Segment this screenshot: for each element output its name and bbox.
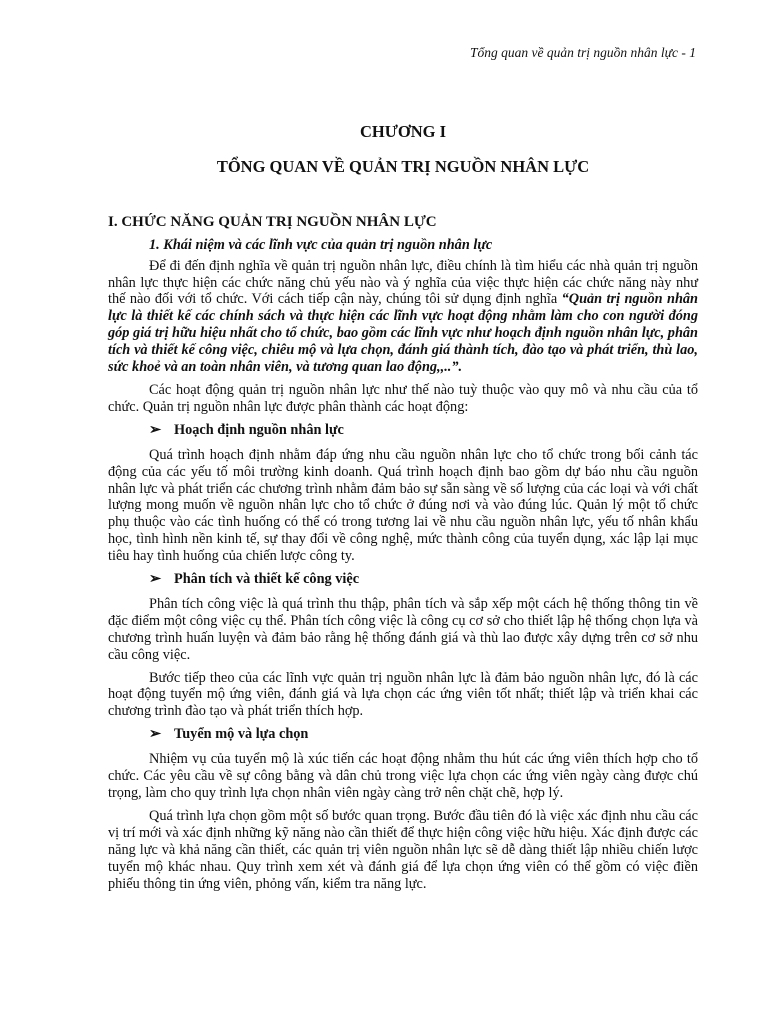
arrow-bullet-icon: ➢ [149,726,161,743]
activities-intro-paragraph: Các hoạt động quản trị nguồn nhân lực như thế nào tuỳ thuộc vào quy mô và nhu cầu của tổ chức. Quản trị nguồn nhân lực được phân thành các hoạt động: [108,381,698,415]
activity-heading [108,726,698,743]
activity-title: Tuyển mộ và lựa chọn [174,726,309,743]
activity-heading [108,422,698,439]
activity-paragraph: Bước tiếp theo của các lĩnh vực quản trị nguồn nhân lực là đảm bảo nguồn nhân lực, đó là các hoạt động tuyển mộ ứng viên, đánh giá và lựa chọn các ứng viên tốt nhất; thiết lập và triển khai các chương trình đào tạo và phát triển thích hợp. [108,669,698,720]
arrow-bullet-icon: ➢ [149,571,161,588]
activity-paragraph: Nhiệm vụ của tuyển mộ là xúc tiến các hoạt động nhằm thu hút các ứng viên thích hợp cho tổ chức. Các yêu cầu về sự công bằng và dân chủ trong việc lựa chọn các ứng viên ngày càng được chú trọng, làm cho quy trình lựa chọn nhân viên ngày càng trở nên chặt chẽ, hợp lý. [108,751,698,801]
subsection-heading: 1. Khái niệm và các lĩnh vực của quản trị nguồn nhân lực [149,236,493,253]
activity-title: Phân tích và thiết kế công việc [174,571,360,588]
definition-intro-text: Để đi đến định nghĩa về quản trị nguồn nhân lực, điều chính là tìm hiểu các nhà quản trị nguồn nhân lực thực hiện các chức năng chủ yếu nào và ý nghĩa của việc thực hiện các chức năng này như thế nào đối với tổ chức. Với cách tiếp cận này, chúng tôi sử dụng định nghĩa [108,257,698,308]
activity-paragraph: Phân tích công việc là quá trình thu thập, phân tích và sắp xếp một cách hệ thống thông tin về đặc điểm một công việc cụ thể. Phân tích công việc là công cụ cơ sở cho thiết lập hệ thống chọn lựa và chương trình huấn luyện và đảm bảo rằng hệ thống đánh giá và thù lao được xây dựng trên cơ sở nhu cầu công việc. [108,595,698,663]
definition-paragraph [108,258,698,376]
activity-title: Hoạch định nguồn nhân lực [174,421,344,438]
activity-paragraph: Quá trình hoạch định nhằm đáp ứng nhu cầu nguồn nhân lực cho tổ chức trong bối cảnh tác động của các yếu tố môi trường kinh doanh. Quá trình hoạch định bao gồm dự báo nhu cầu nguồn nhân lực và phát triển các chương trình nhằm đảm bảo sự sẵn sàng về số lượng của các loại và với chất lượng mong muốn về nguồn nhân lực cho tổ chức ở đúng nơi và vào đúng lúc. Quản lý một tổ chức phụ thuộc vào các tình huống có thể có trong tương lai về nhu cầu nguồn nhân lực, yếu tố nhân khẩu học, tình hình nền kinh tế, sự thay đổi về công nghệ, mức thành công của tuyển dụng, xác lập lại mục tiêu hay tình huống của chiến lược công ty. [108,446,698,565]
running-header: Tổng quan về quản trị nguồn nhân lực - 1 [470,45,696,60]
chapter-title: TỔNG QUAN VỀ QUẢN TRỊ NGUỒN NHÂN LỰC [216,156,590,176]
page-content [108,124,698,898]
definition-quote: “Quản trị nguồn nhân lực là thiết kế các chính sách và thực hiện các lĩnh vực hoạt động nhằm làm cho con người đóng góp giá trị hữu hiệu nhất cho tổ chức, bao gồm các lĩnh vực như hoạch định nguồn nhân lực, phân tích và thiết kế công việc, chiêu mộ và lựa chọn, đánh giá thành tích, đào tạo và phát triển, thù lao, sức khoẻ và an toàn nhân viên, và tương quan lao động,,..”. [108,291,698,376]
arrow-bullet-icon: ➢ [149,421,161,438]
chapter-number: CHƯƠNG I [359,122,446,141]
section-heading: I. CHỨC NĂNG QUẢN TRỊ NGUỒN NHÂN LỰC [108,213,437,230]
activity-paragraph: Quá trình lựa chọn gồm một số bước quan trọng. Bước đầu tiên đó là việc xác định nhu cầu các vị trí mới và xác định những kỹ năng nào cần thiết để thực hiện công việc hữu hiệu. Xác định được các năng lực và khả năng cần thiết, các quản trị viên nguồn nhân lực sẽ dễ dàng thiết lập nhiều chiến lược tuyển mộ khác nhau. Quy trình xem xét và đánh giá để lựa chọn ứng viên có thể gồm có việc điền phiếu thông tin ứng viên, phỏng vấn, kiểm tra năng lực. [108,807,698,892]
activity-heading [108,571,698,588]
